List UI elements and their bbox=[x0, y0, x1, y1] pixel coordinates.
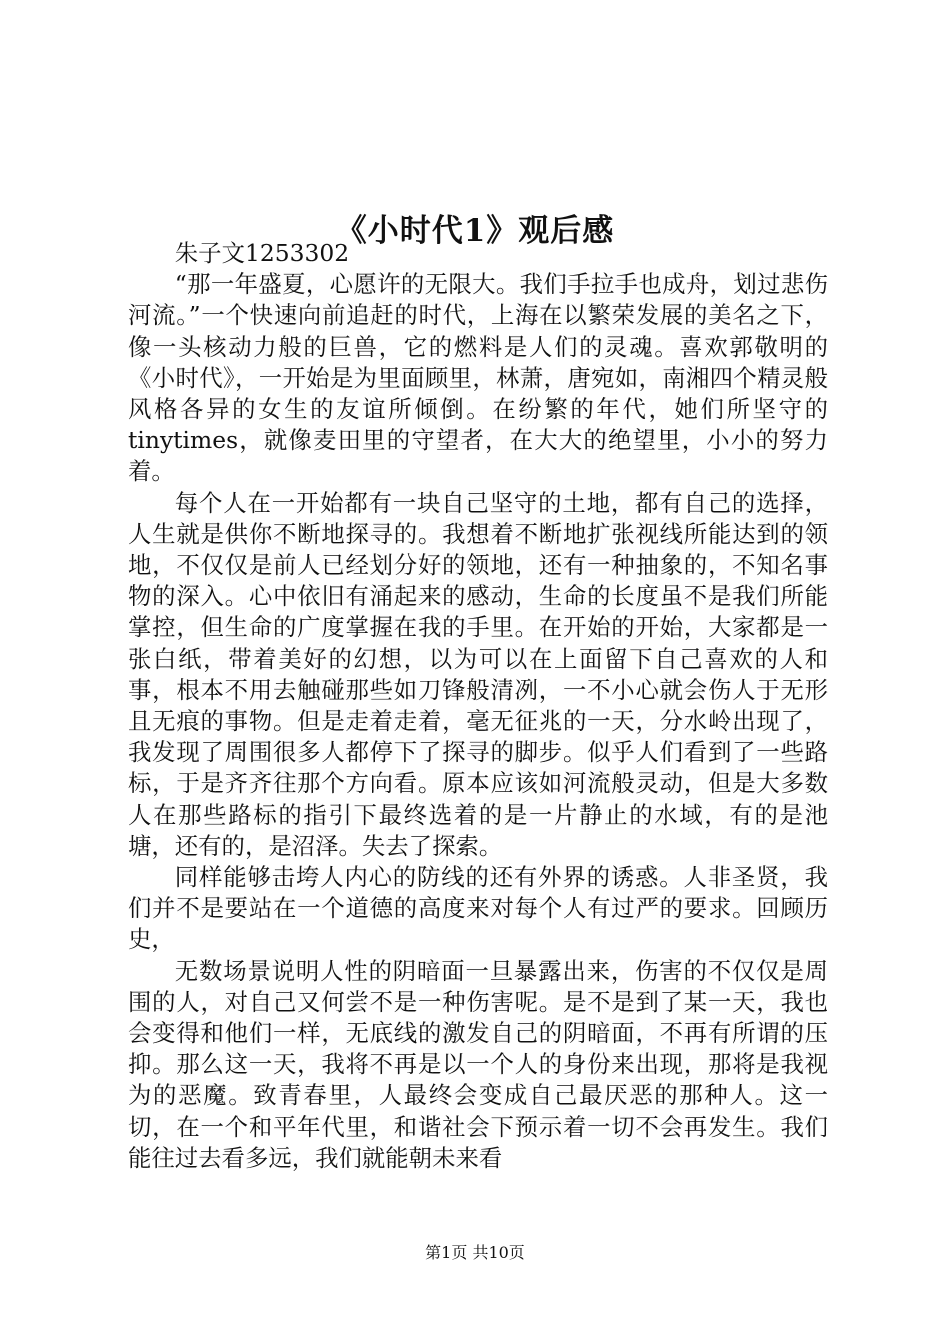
document-title: 《小时代1》观后感 bbox=[335, 212, 615, 249]
author-line: 朱子文1253302 bbox=[174, 239, 350, 267]
paragraph: 每个人在一开始都有一块自己坚守的土地，都有自己的选择，人生就是供你不断地探寻的。我想着不断地扩张视线所能达到的领地，不仅仅是前人已经划分好的领地，还有一种抽象的，不知名事物的深入。心中依旧有涌起来的感动，生命的长度虽不是我们所能掌控，但生命的广度掌握在我的手里。在开始的开始，大家都是一张白纸，带着美好的幻想，以为可以在上面留下自己喜欢的人和事，根本不用去触碰那些如刀锋般清冽，一不小心就会伤人于无形且无痕的事物。但是走着走着，毫无征兆的一天，分水岭出现了，我发现了周围很多人都停下了探寻的脚步。似乎人们看到了一些路标，于是齐齐往那个方向看。原本应该如河流般灵动，但是大多数人在那些路标的指引下最终选着的是一片静止的水域，有的是池塘，还有的，是沼泽。失去了探索。 bbox=[128, 488, 828, 860]
paragraph: 同样能够击垮人内心的防线的还有外界的诱惑。人非圣贤，我们并不是要站在一个道德的高度来对每个人有过严的要求。回顾历史， bbox=[128, 863, 828, 954]
paragraph: 无数场景说明人性的阴暗面一旦暴露出来，伤害的不仅仅是周围的人，对自己又何尝不是一种伤害呢。是不是到了某一天，我也会变得和他们一样，无底线的激发自己的阴暗面，不再有所谓的压抑。那么这一天，我将不再是以一个人的身份来出现，那将是我视为的恶魔。致青春里，人最终会变成自己最厌恶的那种人。这一切，在一个和平年代里，和谐社会下预示着一切不会再发生。我们能往过去看多远，我们就能朝未来看 bbox=[128, 956, 828, 1172]
paragraph: “那一年盛夏，心愿许的无限大。我们手拉手也成舟，划过悲伤河流。”一个快速向前追赶的时代，上海在以繁荣发展的美名之下，像一头核动力般的巨兽，它的燃料是人们的灵魂。喜欢郭敬明的《小时代》，一开始是为里面顾里，林萧，唐宛如，南湘四个精灵般风格各异的女生的友谊所倾倒。在纷繁的年代，她们所坚守的tinytimes，就像麦田里的守望者，在大大的绝望里，小小的努力着。 bbox=[128, 270, 828, 486]
page-number-footer: 第1页 共10页 bbox=[425, 1243, 525, 1262]
document-body bbox=[128, 238, 828, 1174]
